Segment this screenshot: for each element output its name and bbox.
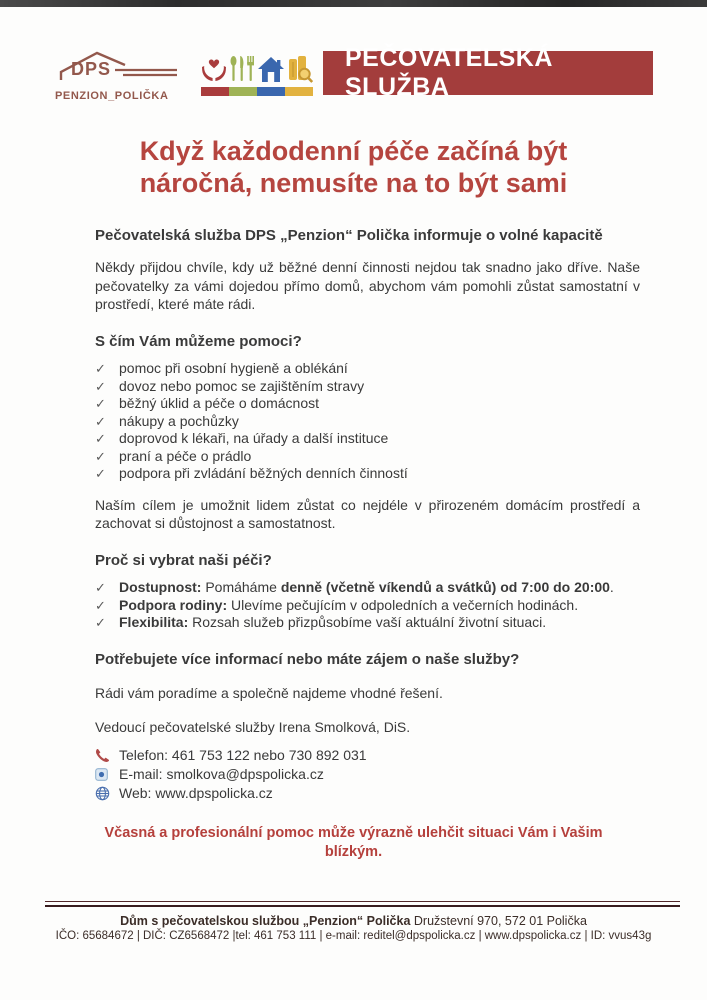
page-title: Když každodenní péče začíná být náročná, nemusíte na to být sami [139, 136, 568, 198]
house-icon [257, 56, 285, 84]
check-icon: ✓ [95, 615, 106, 631]
help-list-item [95, 413, 640, 431]
color-bar [201, 87, 313, 96]
help-list-item [95, 465, 640, 483]
contact-heading: Potřebujete více informací nebo máte zájem o naše služby? [95, 650, 520, 668]
check-icon: ✓ [95, 580, 106, 596]
mission-paragraph: Naším cílem je umožnit lidem zůstat co nejdéle v přirozeném domácím prostředí a zachovat si důstojnost a samostatnost. [95, 496, 640, 532]
footer-address: Družstevní 970, 572 01 Polička [410, 914, 587, 928]
phone-text: Telefon: 461 753 122 nebo 730 892 031 [119, 747, 367, 764]
service-banner: PEČOVATELSKÁ SLUŽBA [323, 51, 653, 95]
email-row [95, 765, 640, 784]
why-list-item [95, 597, 640, 615]
help-list-item [95, 360, 640, 378]
help-item-text: podpora při zvládání běžných denních činností [119, 465, 408, 482]
help-item-text: nákupy a pochůzky [119, 412, 239, 429]
help-item-text: dovoz nebo pomoc se zajištěním stravy [119, 377, 365, 394]
email-icon [95, 768, 119, 781]
contact-paragraph-2: Vedoucí pečovatelské služby Irena Smolková, DiS. [95, 718, 411, 735]
email-text: E-mail: smolkova@dpspolicka.cz [119, 766, 324, 783]
logo-name: PENZION_POLIČKA [55, 90, 169, 102]
contact-paragraph-1: Rádi vám poradíme a společně najdeme vhodné řešení. [95, 685, 443, 702]
footer-line-1 [0, 914, 707, 928]
help-list-item [95, 448, 640, 466]
check-icon: ✓ [95, 431, 106, 447]
why-item-text: Flexibilita: Rozsah služeb přizpůsobíme vaší aktuální životní situaci. [119, 614, 547, 631]
why-list-item [95, 579, 640, 597]
scan-edge-artifact [0, 0, 707, 7]
help-list-item [95, 430, 640, 448]
help-item-text: praní a péče o prádlo [119, 447, 252, 464]
help-heading: S čím Vám můžeme pomoci? [95, 332, 302, 350]
check-icon: ✓ [95, 378, 106, 394]
check-icon: ✓ [95, 597, 106, 613]
why-list [95, 579, 640, 632]
cutlery-icon [229, 54, 254, 84]
web-text: Web: www.dpspolicka.cz [119, 785, 273, 802]
lead-statement: Pečovatelská služba DPS „Penzion“ Polička informuje o volné kapacitě [95, 226, 603, 244]
hands-heart-icon [201, 54, 227, 84]
footer [0, 901, 707, 942]
check-icon: ✓ [95, 466, 106, 482]
why-item-text: Podpora rodiny: Ulevíme pečujícím v odpoledních a večerních hodinách. [119, 596, 579, 613]
content-column [0, 227, 707, 804]
phone-row [95, 746, 640, 765]
intro-paragraph: Někdy přijdou chvíle, kdy už běžné denní činnosti nejdou tak snadno jako dříve. Naše pečovatelky za vámi dojedou přímo domů, abychom vám pomohli zůstat samostatní v prostředí, které máte rádi. [95, 259, 640, 313]
books-magnifier-icon [287, 54, 313, 84]
service-icon-set [201, 48, 313, 96]
help-item-text: pomoc při osobní hygieně a oblékání [119, 360, 348, 377]
why-list-item [95, 614, 640, 632]
web-row [95, 784, 640, 803]
help-item-text: běžný úklid a péče o domácnost [119, 395, 320, 412]
check-icon: ✓ [95, 361, 106, 377]
header [55, 44, 653, 104]
globe-icon [95, 786, 119, 801]
check-icon: ✓ [95, 448, 106, 464]
closing-note: Včasná a profesionální pomoc může výrazně ulehčit situaci Vám i Vašim blízkým. [104, 825, 603, 861]
footer-line-2: IČO: 65684672 | DIČ: CZ6568472 |tel: 461 753 111 | e-mail: reditel@dpspolicka.cz | www.dpspolicka.cz | ID: vvus43g [55, 930, 652, 942]
phone-icon [95, 748, 119, 763]
why-item-text: Dostupnost: Pomáháme denně (včetně víkendů a svátků) od 7:00 do 20:00. [119, 579, 614, 596]
why-heading: Proč si vybrat naši péči? [95, 551, 272, 569]
footer-divider [45, 901, 680, 907]
footer-org-name: Dům s pečovatelskou službou „Penzion“ Polička [120, 914, 411, 928]
logo-acronym: DPS [71, 59, 112, 79]
contact-lines [95, 746, 640, 803]
check-icon: ✓ [95, 413, 106, 429]
dps-logo [55, 48, 183, 104]
help-list [95, 360, 640, 483]
help-item-text: doprovod k lékaři, na úřady a další instituce [119, 430, 389, 447]
check-icon: ✓ [95, 396, 106, 412]
help-list-item [95, 378, 640, 396]
help-list-item [95, 395, 640, 413]
